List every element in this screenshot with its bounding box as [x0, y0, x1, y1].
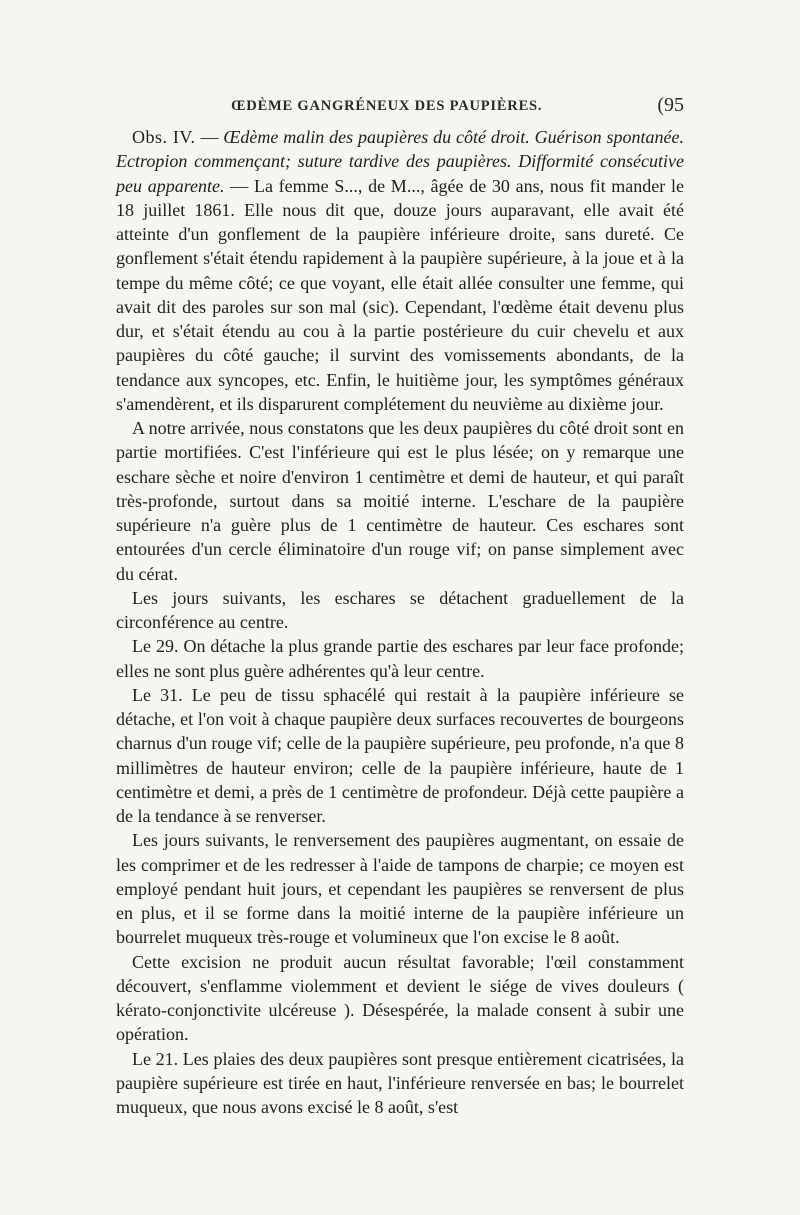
observation-paragraph: [116, 125, 684, 416]
paragraph: Cette excision ne produit aucun résultat favorable; l'œil constamment découvert, s'enflamme violemment et devient le siége de vives douleurs ( kérato-conjonctivite ulcéreuse ). Désespérée, la malade consent à subir une opération.: [116, 951, 684, 1045]
observation-text: — La femme S..., de M..., âgée de 30 ans, nous fit mander le 18 juillet 1861. Elle nous dit que, douze jours auparavant, elle avait été atteinte d'un gonflement de la paupière inférieure droite, sans dureté. Ce gonflement s'était étendu rapidement à la paupière supérieure, à la joue et à la tempe du même côté; ce que voyant, elle était allée consulter une femme, qui avait dit des paroles sur son mal (sic). Cependant, l'œdème était devenu plus dur, et s'était étendu au cou à la partie postérieure du cuir chevelu et aux paupières du côté gauche; il survint des vomissements abondants, de la tendance aux syncopes, etc. Enfin, le huitième jour, les symptômes généraux s'amendèrent, et ils disparurent complétement du neuvième au dixième jour.: [116, 175, 684, 414]
body-text: [116, 125, 684, 1119]
page-number: (95: [657, 94, 684, 116]
page-header: [116, 96, 684, 120]
paragraph: Le 29. On détache la plus grande partie des eschares par leur face profonde; elles ne sont plus guère adhérentes qu'à leur centre.: [116, 636, 684, 681]
running-title: ŒDÈME GANGRÉNEUX DES PAUPIÈRES.: [231, 98, 543, 114]
paragraph: Les jours suivants, les eschares se détachent graduellement de la circonférence au centre.: [116, 587, 684, 632]
paragraph: Le 21. Les plaies des deux paupières sont presque entièrement cicatrisées, la paupière supérieure est tirée en haut, l'inférieure renversée en bas; le bourrelet muqueux, que nous avons excisé le 8 août, s'est: [116, 1048, 684, 1117]
observation-label: Obs. IV.: [132, 127, 196, 147]
paragraph: Le 31. Le peu de tissu sphacélé qui restait à la paupière inférieure se détache, et l'on voit à chaque paupière deux surfaces recouvertes de bourgeons charnus d'un rouge vif; celle de la paupière supérieure, peu profonde, n'a que 8 millimètres de hauteur environ; celle de la paupière inférieure, haute de 1 centimètre et demi, a près de 1 centimètre de profondeur. Déjà cette paupière a de la tendance à se renverser.: [116, 684, 684, 826]
paragraph: A notre arrivée, nous constatons que les deux paupières du côté droit sont en partie mortifiées. C'est l'inférieure qui est le plus lésée; on y remarque une eschare sèche et noire d'environ 1 centimètre et demi de hauteur, et qui paraît très-profonde, surtout dans sa moitié interne. L'eschare de la paupière supérieure n'a guère plus de 1 centimètre de hauteur. Ces eschares sont entourées d'un cercle éliminatoire d'un rouge vif; on panse simplement avec du cérat.: [116, 418, 684, 584]
observation-title: Œdème malin des paupières du côté droit. Guérison spontanée. Ectropion commençant; suture tardive des paupières. Difformité consécutive peu apparente.: [116, 127, 684, 196]
observation-dash: —: [195, 127, 224, 147]
paragraph: Les jours suivants, le renversement des paupières augmentant, on essaie de les comprimer et de les redresser à l'aide de tampons de charpie; ce moyen est employé pendant huit jours, et cependant les paupières se renversent de plus en plus, et il se forme dans la moitié interne de la paupière inférieure un bourrelet muqueux très-rouge et volumineux que l'on excise le 8 août.: [116, 830, 684, 948]
